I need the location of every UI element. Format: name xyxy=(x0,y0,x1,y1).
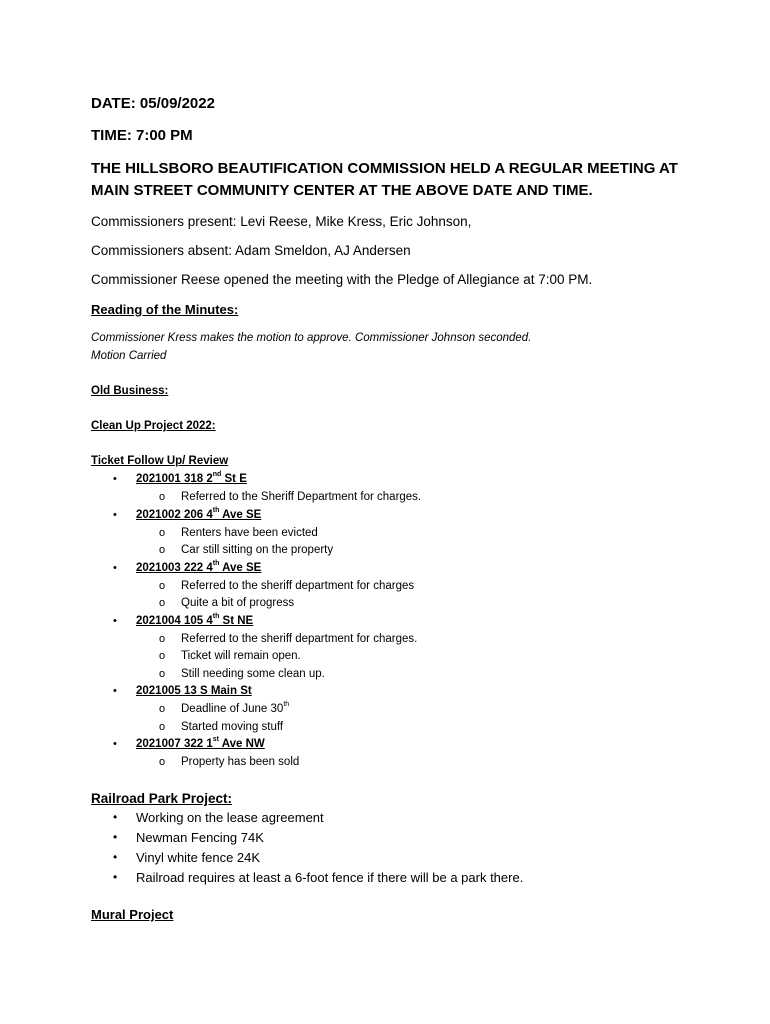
ticket-heading: Ticket Follow Up/ Review xyxy=(91,455,229,467)
ticket-note: Property has been sold xyxy=(181,756,300,768)
ticket-bullet: • xyxy=(113,508,117,521)
railroad-bullet: • xyxy=(113,830,118,844)
note-bullet: o xyxy=(159,597,166,609)
railroad-bullet: • xyxy=(113,810,118,824)
ticket-note xyxy=(181,703,289,715)
ticket-note: Referred to the sheriff department for charges. xyxy=(181,632,418,645)
ticket-label-sup: th xyxy=(212,559,220,567)
ticket-label xyxy=(136,612,254,627)
commissioners-present: Commissioners present: Levi Reese, Mike Kress, Eric Johnson, xyxy=(91,214,472,229)
note-bullet: o xyxy=(159,579,166,592)
ticket-note: Still needing some clean up. xyxy=(181,667,325,680)
note-bullet: o xyxy=(159,632,166,645)
ticket-label xyxy=(136,685,252,697)
cleanup-heading: Clean Up Project 2022: xyxy=(91,420,216,432)
ticket-bullet: • xyxy=(113,473,117,485)
ticket-bullet: • xyxy=(113,685,117,697)
ticket-label-text: 2021002 206 4 xyxy=(136,508,213,521)
minutes-heading: Reading of the Minutes: xyxy=(91,302,239,317)
title-line-1: THE HILLSBORO BEAUTIFICATION COMMISSION HELD A REGULAR MEETING AT xyxy=(91,160,678,177)
ticket-note: Referred to the Sheriff Department for charges. xyxy=(181,491,422,503)
opening-statement: Commissioner Reese opened the meeting with the Pledge of Allegiance at 7:00 PM. xyxy=(91,272,593,287)
ticket-label-text: 2021005 13 S Main St xyxy=(136,685,252,697)
ticket-bullet: • xyxy=(113,738,117,750)
meeting-time: TIME: 7:00 PM xyxy=(91,127,193,144)
ticket-note-sup: th xyxy=(283,701,290,709)
minutes-motion: Commissioner Kress makes the motion to approve. Commissioner Johnson seconded. xyxy=(91,332,532,344)
note-bullet: o xyxy=(159,650,166,662)
note-bullet: o xyxy=(159,526,166,539)
railroad-item: Working on the lease agreement xyxy=(136,810,324,825)
mural-heading: Mural Project xyxy=(91,907,174,922)
ticket-label-sup: th xyxy=(212,506,220,514)
railroad-bullet: • xyxy=(113,870,118,884)
note-bullet: o xyxy=(159,756,166,768)
ticket-label-suffix: Ave SE xyxy=(219,561,262,574)
ticket-bullet: • xyxy=(113,614,117,627)
ticket-note: Renters have been evicted xyxy=(181,526,318,539)
ticket-bullet: • xyxy=(113,561,117,574)
ticket-note: Car still sitting on the property xyxy=(181,544,334,556)
note-bullet: o xyxy=(159,720,166,733)
note-bullet: o xyxy=(159,491,166,503)
note-bullet: o xyxy=(159,703,166,715)
ticket-label-text: 2021003 222 4 xyxy=(136,561,213,574)
note-bullet: o xyxy=(159,667,166,680)
ticket-label-suffix: St NE xyxy=(219,614,254,627)
minutes-result: Motion Carried xyxy=(91,350,167,362)
commissioners-absent: Commissioners absent: Adam Smeldon, AJ Andersen xyxy=(91,243,411,258)
ticket-label-suffix: Ave SE xyxy=(219,508,262,521)
ticket-label-text: 2021007 322 1 xyxy=(136,738,213,750)
railroad-item: Railroad requires at least a 6-foot fence if there will be a park there. xyxy=(136,870,524,885)
ticket-note: Quite a bit of progress xyxy=(181,597,295,609)
ticket-label-sup: nd xyxy=(212,471,222,479)
ticket-note-text: Deadline of June 30 xyxy=(181,703,284,715)
railroad-heading: Railroad Park Project: xyxy=(91,791,233,806)
ticket-note: Referred to the sheriff department for charges xyxy=(181,579,415,592)
ticket-label-sup: th xyxy=(212,612,220,620)
old-business-heading: Old Business: xyxy=(91,385,169,397)
ticket-label xyxy=(136,473,247,485)
ticket-label-suffix: St E xyxy=(221,473,247,485)
ticket-label-text: 2021004 105 4 xyxy=(136,614,213,627)
railroad-bullet: • xyxy=(113,850,118,864)
title-line-2: MAIN STREET COMMUNITY CENTER AT THE ABOVE DATE AND TIME. xyxy=(91,182,593,199)
ticket-label-sup: st xyxy=(212,736,219,744)
ticket-label xyxy=(136,738,265,750)
ticket-note: Started moving stuff xyxy=(181,720,284,733)
note-bullet: o xyxy=(159,544,166,556)
ticket-label-suffix: Ave NW xyxy=(218,738,265,750)
meeting-date: DATE: 05/09/2022 xyxy=(91,95,215,112)
railroad-item: Newman Fencing 74K xyxy=(136,830,264,845)
ticket-label xyxy=(136,506,262,521)
ticket-label-text: 2021001 318 2 xyxy=(136,473,213,485)
ticket-note: Ticket will remain open. xyxy=(181,650,301,662)
ticket-label xyxy=(136,559,262,574)
railroad-item: Vinyl white fence 24K xyxy=(136,850,261,865)
